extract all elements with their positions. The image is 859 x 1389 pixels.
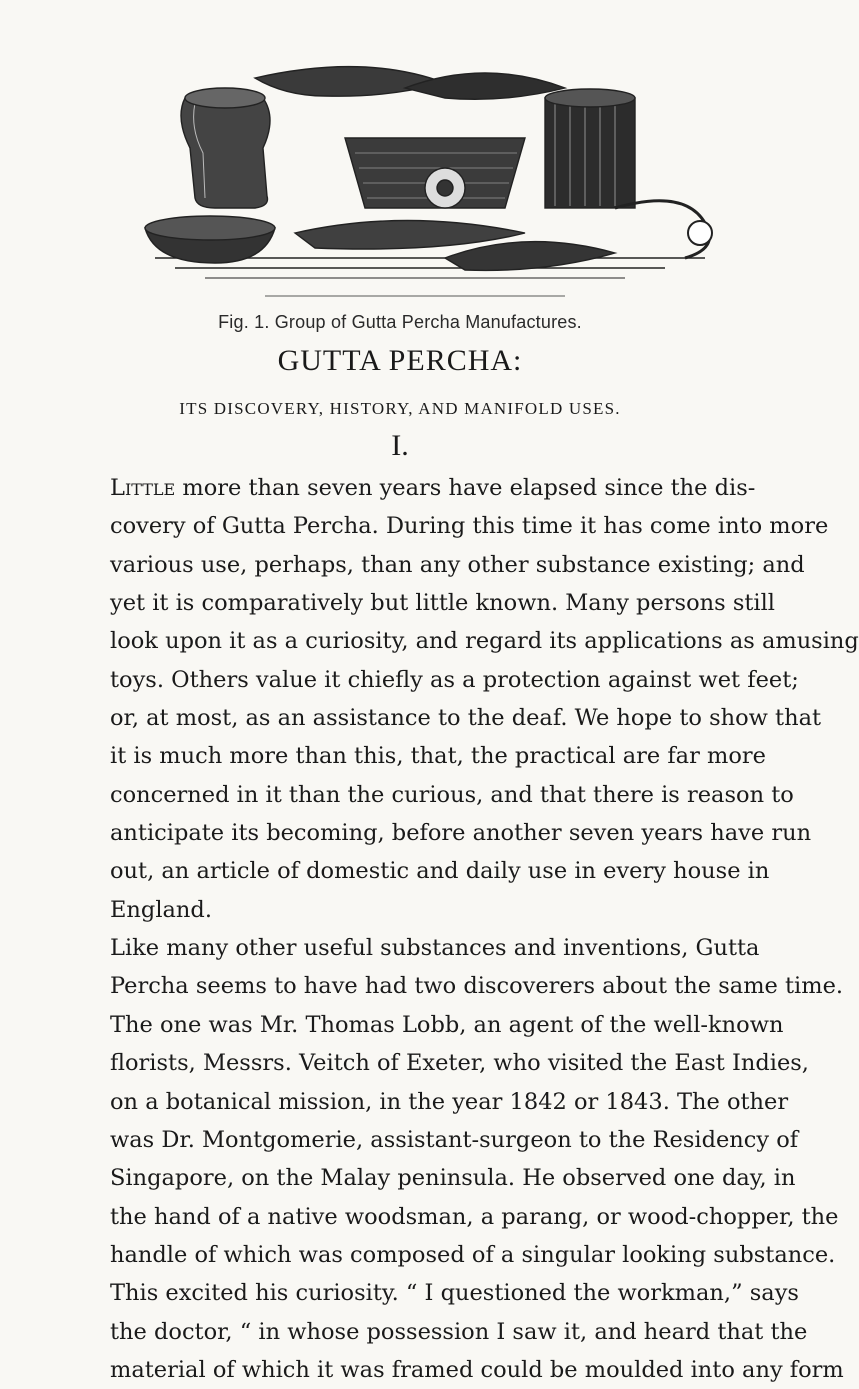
text-line-15: The one was Mr. Thomas Lobb, an agent of the well-known — [110, 1011, 784, 1038]
text-line-1 — [110, 469, 756, 507]
text-line-17: on a botanical mission, in the year 1842 or 1843. The other — [110, 1088, 789, 1115]
text-line-8: it is much more than this, that, the practical are far more — [110, 743, 766, 770]
chapter-title: GUTTA PERCHA: — [277, 344, 523, 377]
text-line-5: look upon it as a curiosity, and regard its applications as amusing — [110, 628, 859, 655]
text-line-7: or, at most, as an assistance to the deaf. We hope to show that — [110, 705, 822, 732]
section-number: I. — [391, 429, 409, 462]
text-line-23: the doctor, “ in whose possession I saw it, and heard that the — [110, 1318, 808, 1345]
text-line-12: England. — [110, 896, 212, 923]
text-line-22: This excited his curiosity. “ I questioned the workman,” says — [110, 1280, 799, 1307]
text-line-20: the hand of a native woodsman, a parang, or wood-chopper, the — [110, 1203, 839, 1230]
lead-word: Little — [110, 475, 176, 501]
text-line-9: concerned in it than the curious, and that there is reason to — [110, 781, 794, 808]
text-line-19: Singapore, on the Malay peninsula. He observed one day, in — [110, 1165, 796, 1192]
body-text — [110, 469, 859, 1389]
text-line-1-rest: more than seven years have elapsed since the dis- — [175, 475, 756, 501]
chapter-subtitle: ITS DISCOVERY, HISTORY, AND MANIFOLD USES. — [179, 399, 621, 418]
text-line-16: florists, Messrs. Veitch of Exeter, who visited the East Indies, — [110, 1050, 809, 1077]
text-line-24: material of which it was framed could be moulded into any form — [110, 1356, 844, 1383]
text-line-14: Percha seems to have had two discoverers about the same time. — [110, 973, 844, 1000]
text-line-11: out, an article of domestic and daily use in every house in — [110, 858, 770, 885]
text-line-10: anticipate its becoming, before another seven years have run — [110, 820, 812, 847]
text-line-4: yet it is comparatively but little known. Many persons still — [110, 590, 775, 617]
text-line-6: toys. Others value it chiefly as a protection against wet feet; — [110, 666, 799, 693]
text-line-2: covery of Gutta Percha. During this time it has come into more — [110, 513, 829, 540]
text-line-3: various use, perhaps, than any other substance existing; and — [110, 551, 805, 578]
figure-caption: Fig. 1. Group of Gutta Percha Manufactures. — [218, 312, 582, 332]
text-line-13: Like many other useful substances and inventions, Gutta — [110, 935, 760, 962]
text-line-18: was Dr. Montgomerie, assistant-surgeon to the Residency of — [110, 1126, 799, 1153]
text-line-21: handle of which was composed of a singular looking substance. — [110, 1241, 836, 1268]
gutta-percha-manufactures-illustration — [145, 58, 720, 310]
